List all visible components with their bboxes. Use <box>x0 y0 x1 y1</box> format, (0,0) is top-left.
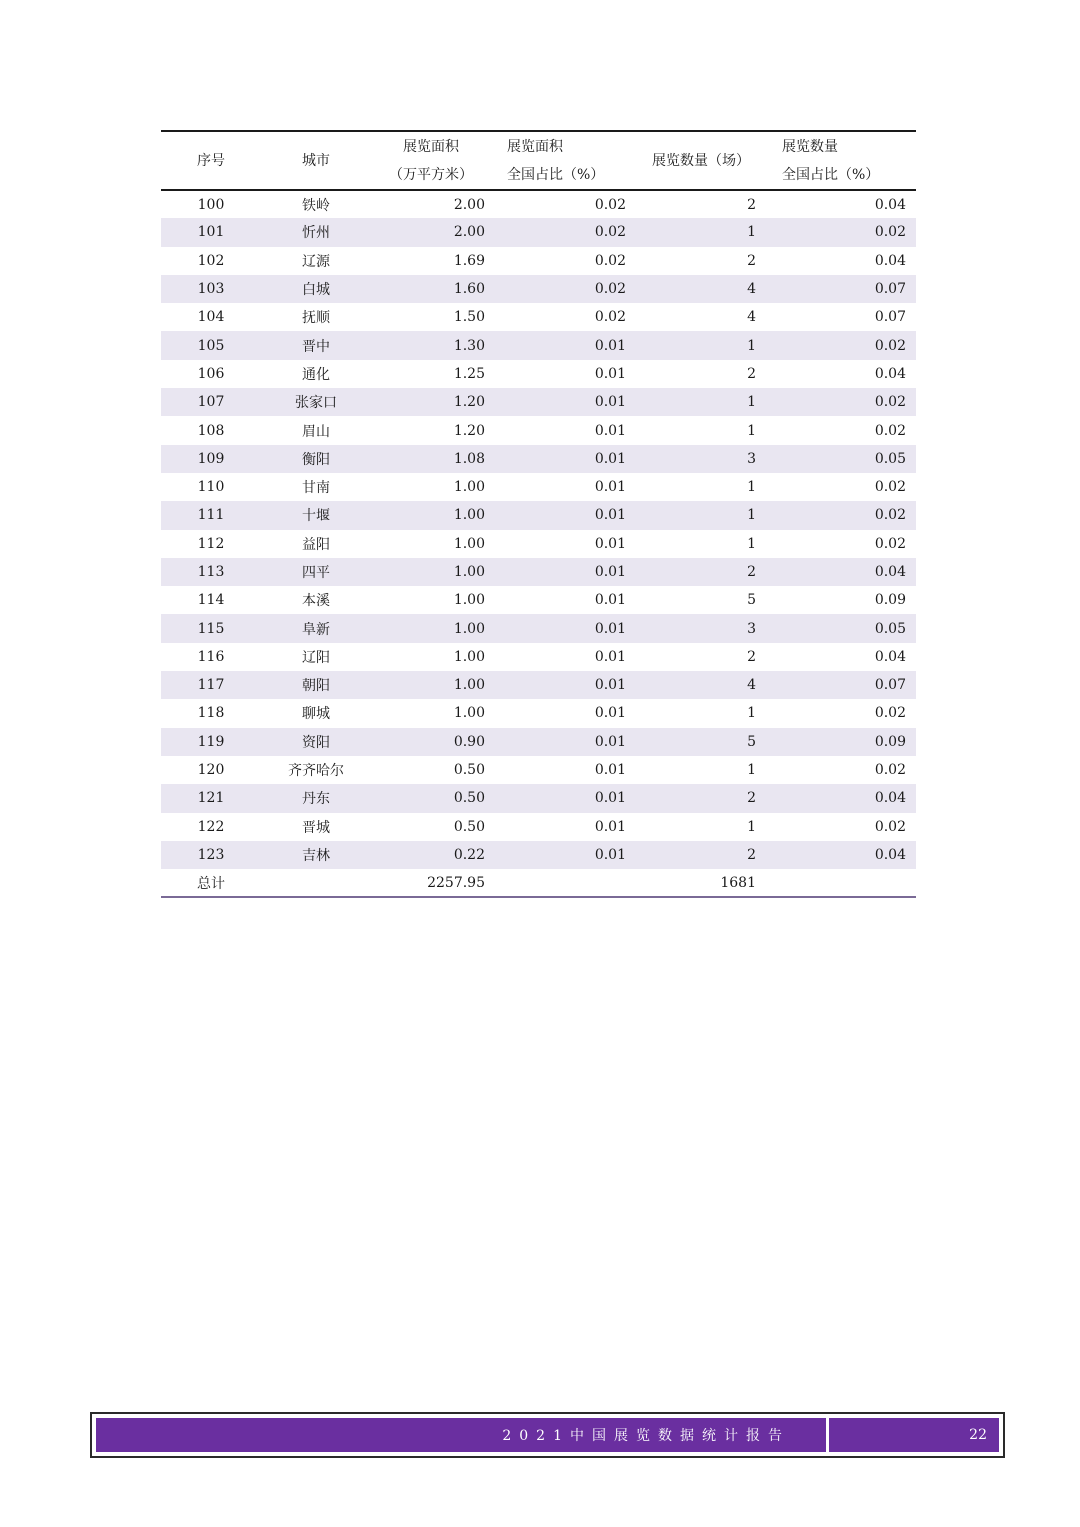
table-row <box>161 671 916 699</box>
cell-count-share: 0.04 <box>874 365 906 382</box>
table-row <box>161 331 916 359</box>
cell-count-share: 0.02 <box>874 507 906 524</box>
cell-count-share: 0.05 <box>874 620 906 637</box>
cell-area: 1.00 <box>453 705 485 722</box>
cell-count-share: 0.04 <box>874 252 906 269</box>
cell-city: 益阳 <box>302 536 330 553</box>
header-area-share-line1: 展览面积 <box>507 138 563 155</box>
cell-count: 2 <box>747 790 756 807</box>
cell-city: 四平 <box>302 565 330 581</box>
cell-city: 甘南 <box>302 480 330 497</box>
city-exhibition-table-container <box>161 130 916 898</box>
cell-area: 1.50 <box>453 309 485 326</box>
cell-area-share: 0.01 <box>594 337 626 354</box>
table-row <box>161 586 916 614</box>
cell-area-share: 0.01 <box>594 648 626 665</box>
cell-area-share: 0.01 <box>594 705 626 722</box>
cell-idx: 123 <box>197 846 225 863</box>
cell-city: 阜新 <box>302 621 330 638</box>
cell-count: 3 <box>747 620 756 637</box>
table-header-row <box>161 131 916 190</box>
footer-page-number: 22 <box>969 1427 987 1443</box>
total-label: 总计 <box>161 869 261 897</box>
table-row <box>161 275 916 303</box>
cell-area-share: 0.01 <box>594 450 626 467</box>
cell-city: 辽源 <box>302 253 330 270</box>
cell-city: 眉山 <box>302 423 330 440</box>
table-row <box>161 558 916 586</box>
cell-area-share: 0.01 <box>594 790 626 807</box>
cell-idx: 108 <box>197 422 225 439</box>
cell-area: 1.60 <box>453 281 485 298</box>
table-row <box>161 303 916 331</box>
header-idx: 序号 <box>161 131 261 190</box>
cell-count: 2 <box>747 564 756 580</box>
cell-area: 1.30 <box>453 337 485 354</box>
cell-count-share: 0.02 <box>874 479 906 496</box>
footer-report-title: 2021中国展览数据统计报告 <box>96 1418 829 1452</box>
footer-bar <box>90 1412 1005 1458</box>
cell-area: 0.50 <box>453 818 485 835</box>
table-row <box>161 218 916 246</box>
cell-area-share: 0.01 <box>594 564 626 580</box>
table-row <box>161 756 916 784</box>
cell-count-share: 0.02 <box>874 818 906 835</box>
table-row <box>161 473 916 501</box>
cell-count: 3 <box>747 450 756 467</box>
header-area-share-line2: 全国占比（%） <box>507 166 605 183</box>
footer-inner <box>96 1418 999 1452</box>
cell-count-share: 0.02 <box>874 394 906 411</box>
cell-count: 1 <box>747 224 756 241</box>
cell-idx: 114 <box>197 592 225 609</box>
cell-idx: 121 <box>197 790 225 807</box>
table-row <box>161 530 916 558</box>
total-city-empty <box>261 869 371 897</box>
cell-city: 朝阳 <box>302 678 330 695</box>
cell-idx: 106 <box>197 365 225 382</box>
cell-idx: 112 <box>197 535 225 552</box>
cell-area-share: 0.01 <box>594 620 626 637</box>
cell-count: 1 <box>747 422 756 439</box>
cell-area: 1.25 <box>453 365 485 382</box>
cell-city: 吉林 <box>302 847 330 864</box>
cell-count: 2 <box>747 196 756 213</box>
cell-count: 1 <box>747 818 756 835</box>
cell-count-share: 0.07 <box>874 281 906 298</box>
cell-area-share: 0.01 <box>594 592 626 609</box>
cell-area: 1.00 <box>453 507 485 524</box>
cell-city: 通化 <box>302 366 330 383</box>
cell-area-share: 0.02 <box>594 252 626 269</box>
table-row <box>161 360 916 388</box>
table-row <box>161 813 916 841</box>
cell-city: 抚顺 <box>302 310 330 327</box>
cell-area-share: 0.01 <box>594 846 626 863</box>
cell-count-share: 0.04 <box>874 790 906 807</box>
city-exhibition-table <box>161 130 916 898</box>
cell-count: 2 <box>747 252 756 269</box>
header-count: 展览数量（场） <box>636 131 766 190</box>
cell-count: 1 <box>747 507 756 524</box>
table-row <box>161 388 916 416</box>
cell-area-share: 0.01 <box>594 394 626 411</box>
cell-city: 辽阳 <box>302 649 330 666</box>
header-city: 城市 <box>261 131 371 190</box>
cell-area: 1.69 <box>453 252 485 269</box>
cell-city: 聊城 <box>302 706 330 723</box>
cell-count-share: 0.02 <box>874 337 906 354</box>
cell-city: 忻州 <box>302 225 330 242</box>
cell-idx: 119 <box>197 733 225 750</box>
header-area-line1: 展览面积 <box>403 138 459 155</box>
cell-area-share: 0.01 <box>594 677 626 694</box>
cell-area: 0.50 <box>453 762 485 779</box>
cell-city: 十堰 <box>302 508 330 525</box>
cell-idx: 102 <box>197 252 225 269</box>
cell-count: 4 <box>747 281 756 298</box>
cell-area: 1.00 <box>453 677 485 694</box>
cell-city: 资阳 <box>302 734 330 751</box>
cell-count-share: 0.07 <box>874 309 906 326</box>
table-row <box>161 416 916 444</box>
cell-area: 1.20 <box>453 422 485 439</box>
cell-city: 白城 <box>302 282 330 299</box>
table-body <box>161 190 916 869</box>
cell-count: 4 <box>747 309 756 326</box>
cell-area: 1.00 <box>453 535 485 552</box>
cell-idx: 109 <box>197 450 225 467</box>
cell-area-share: 0.01 <box>594 733 626 750</box>
table-row <box>161 728 916 756</box>
header-area-line2: （万平方米） <box>389 166 473 183</box>
cell-area-share: 0.01 <box>594 479 626 496</box>
cell-area-share: 0.01 <box>594 818 626 835</box>
cell-area: 0.90 <box>453 733 485 750</box>
header-area-share <box>491 131 636 190</box>
cell-idx: 116 <box>197 648 225 665</box>
cell-area: 1.00 <box>453 564 485 580</box>
cell-area: 2.00 <box>453 224 485 241</box>
cell-city: 晋中 <box>302 338 330 355</box>
cell-area: 1.00 <box>453 620 485 637</box>
cell-idx: 103 <box>197 281 225 298</box>
cell-count: 1 <box>747 337 756 354</box>
cell-count-share: 0.02 <box>874 535 906 552</box>
cell-idx: 101 <box>197 224 225 241</box>
cell-idx: 105 <box>197 337 225 354</box>
table-row <box>161 614 916 642</box>
table-row <box>161 784 916 812</box>
table-row <box>161 445 916 473</box>
cell-count-share: 0.04 <box>874 564 906 580</box>
cell-area: 1.20 <box>453 394 485 411</box>
total-area: 2257.95 <box>371 869 491 897</box>
table-row <box>161 247 916 275</box>
cell-idx: 118 <box>197 705 225 722</box>
table-row <box>161 643 916 671</box>
cell-count-share: 0.04 <box>874 846 906 863</box>
cell-count: 1 <box>747 479 756 496</box>
cell-city: 衡阳 <box>302 451 330 468</box>
cell-idx: 100 <box>197 196 225 213</box>
cell-area: 1.00 <box>453 592 485 609</box>
cell-area: 0.22 <box>453 846 485 863</box>
cell-area: 0.50 <box>453 790 485 807</box>
total-area-share-empty <box>491 869 636 897</box>
cell-city: 张家口 <box>295 395 337 412</box>
cell-city: 丹东 <box>302 791 330 808</box>
cell-area-share: 0.01 <box>594 762 626 779</box>
table-row <box>161 501 916 529</box>
cell-area-share: 0.01 <box>594 365 626 382</box>
cell-area: 1.00 <box>453 648 485 665</box>
cell-area-share: 0.02 <box>594 281 626 298</box>
cell-count-share: 0.05 <box>874 450 906 467</box>
cell-area-share: 0.01 <box>594 507 626 524</box>
cell-count-share: 0.02 <box>874 224 906 241</box>
table-row <box>161 699 916 727</box>
cell-count-share: 0.09 <box>874 733 906 750</box>
cell-area-share: 0.01 <box>594 422 626 439</box>
table-total-row <box>161 869 916 897</box>
header-count-share-line1: 展览数量 <box>782 138 838 155</box>
header-count-share <box>766 131 916 190</box>
cell-count: 5 <box>747 733 756 750</box>
cell-count: 5 <box>747 592 756 609</box>
cell-city: 齐齐哈尔 <box>288 763 344 780</box>
cell-area-share: 0.02 <box>594 196 626 213</box>
cell-idx: 110 <box>197 479 225 496</box>
total-count-share-empty <box>766 869 916 897</box>
cell-count-share: 0.09 <box>874 592 906 609</box>
cell-area-share: 0.01 <box>594 535 626 552</box>
cell-idx: 120 <box>197 762 225 779</box>
total-count: 1681 <box>636 869 766 897</box>
cell-idx: 107 <box>197 394 225 411</box>
cell-area: 1.00 <box>453 479 485 496</box>
cell-count-share: 0.04 <box>874 648 906 665</box>
cell-idx: 115 <box>197 620 225 637</box>
cell-count: 2 <box>747 365 756 382</box>
cell-idx: 111 <box>197 507 225 524</box>
cell-count-share: 0.04 <box>874 196 906 213</box>
cell-count: 1 <box>747 394 756 411</box>
table-row <box>161 841 916 869</box>
cell-count: 1 <box>747 762 756 779</box>
cell-count: 4 <box>747 677 756 694</box>
cell-count: 1 <box>747 535 756 552</box>
cell-count-share: 0.02 <box>874 422 906 439</box>
cell-city: 铁岭 <box>302 197 330 214</box>
cell-idx: 113 <box>197 564 225 580</box>
cell-idx: 122 <box>197 818 225 835</box>
cell-area-share: 0.02 <box>594 309 626 326</box>
cell-count-share: 0.07 <box>874 677 906 694</box>
cell-area: 2.00 <box>453 196 485 213</box>
cell-count: 1 <box>747 705 756 722</box>
cell-city: 本溪 <box>302 593 330 610</box>
cell-idx: 104 <box>197 309 225 326</box>
cell-count: 2 <box>747 648 756 665</box>
table-row <box>161 190 916 218</box>
cell-count: 2 <box>747 846 756 863</box>
header-count-share-line2: 全国占比（%） <box>782 166 880 183</box>
cell-area-share: 0.02 <box>594 224 626 241</box>
cell-idx: 117 <box>197 677 225 694</box>
cell-count-share: 0.02 <box>874 705 906 722</box>
header-area <box>371 131 491 190</box>
cell-city: 晋城 <box>302 819 330 836</box>
cell-count-share: 0.02 <box>874 762 906 779</box>
cell-area: 1.08 <box>453 450 485 467</box>
